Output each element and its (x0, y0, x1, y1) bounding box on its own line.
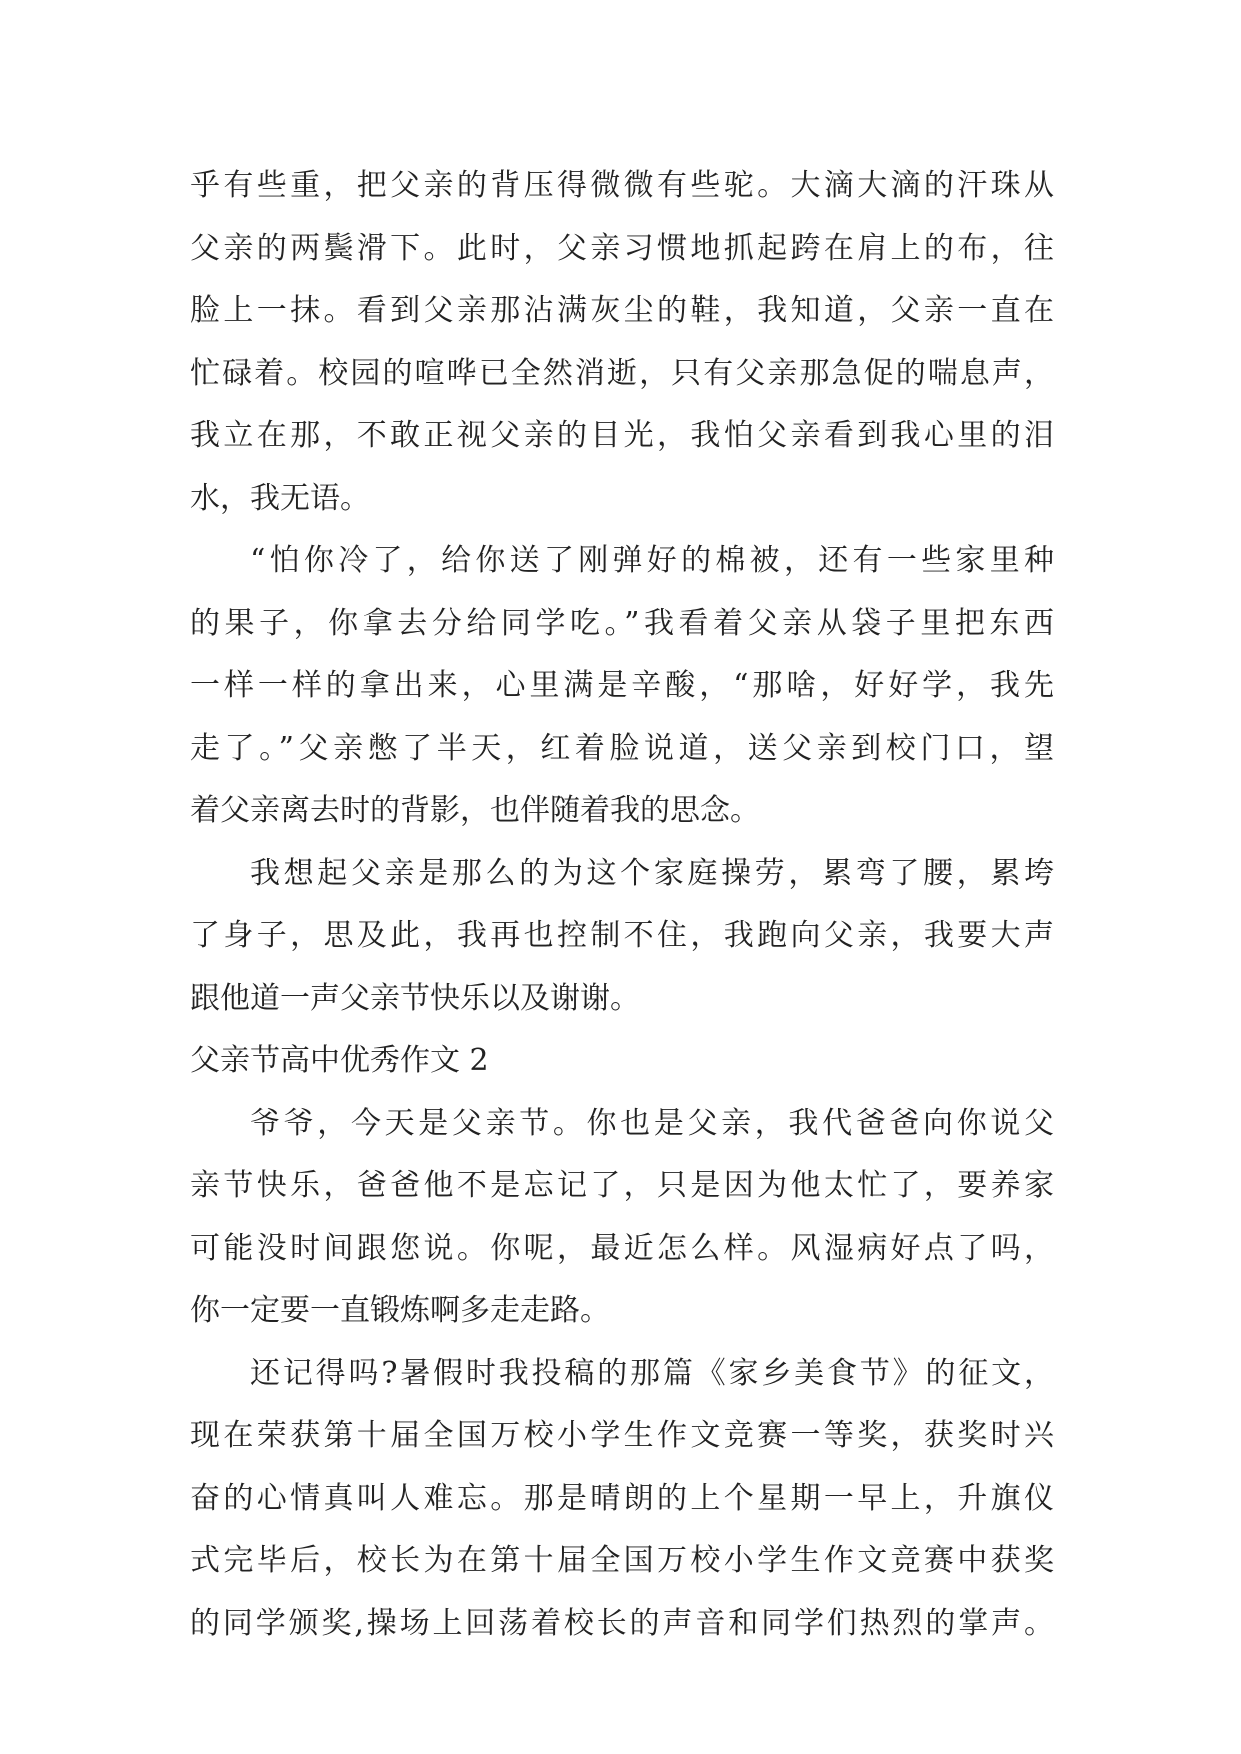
paragraph (190, 530, 1054, 843)
text-line: “怕你冷了，给你送了刚弹好的棉被，还有一些家里种 (250, 543, 1054, 578)
text-line: 现在荣获第十届全国万校小学生作文竞赛一等奖，获奖时兴 (190, 1418, 1054, 1453)
paragraph (190, 1093, 1054, 1343)
text-line: 了身子，思及此，我再也控制不住，我跑向父亲，我要大声 (190, 918, 1054, 953)
paragraph (190, 1343, 1054, 1656)
text-line: 走了。”父亲憋了半天，红着脸说道，送父亲到校门口，望 (190, 730, 1054, 766)
text-line: 亲节快乐，爸爸他不是忘记了，只是因为他太忙了，要养家 (190, 1168, 1054, 1203)
text-line: 你一定要一直锻炼啊多走走路。 (190, 1293, 610, 1328)
text-line: 父亲的两鬓滑下。此时，父亲习惯地抓起跨在肩上的布，往 (190, 230, 1054, 266)
text-line: 忙碌着。校园的喧哗已全然消逝，只有父亲那急促的喘息声， (190, 355, 1054, 391)
document-page (190, 155, 1054, 1655)
paragraph (190, 155, 1054, 530)
text-line: 我想起父亲是那么的为这个家庭操劳，累弯了腰，累垮 (250, 855, 1054, 891)
paragraph (190, 843, 1054, 1031)
text-line: 式完毕后，校长为在第十届全国万校小学生作文竞赛中获奖 (190, 1543, 1054, 1578)
text-line: 跟他道一声父亲节快乐以及谢谢。 (190, 980, 640, 1016)
text-line: 的果子，你拿去分给同学吃。”我看着父亲从袋子里把东西 (190, 605, 1054, 641)
text-line: 水，我无语。 (190, 480, 370, 516)
text-line: 一样一样的拿出来，心里满是辛酸，“那啥，好好学，我先 (190, 668, 1054, 703)
text-line: 脸上一抹。看到父亲那沾满灰尘的鞋，我知道，父亲一直在 (190, 293, 1054, 328)
text-line: 着父亲离去时的背影，也伴随着我的思念。 (190, 793, 760, 828)
text-line: 乎有些重，把父亲的背压得微微有些驼。大滴大滴的汗珠从 (190, 168, 1054, 203)
section-heading: 父亲节高中优秀作文 2 (190, 1043, 489, 1078)
text-line: 我立在那，不敢正视父亲的目光，我怕父亲看到我心里的泪 (190, 418, 1054, 453)
text-line: 奋的心情真叫人难忘。那是晴朗的上个星期一早上，升旗仪 (190, 1480, 1054, 1516)
text-line: 爷爷，今天是父亲节。你也是父亲，我代爸爸向你说父 (250, 1105, 1054, 1141)
text-line: 还记得吗?暑假时我投稿的那篇《家乡美食节》的征文， (250, 1355, 1054, 1391)
text-line: 的同学颁奖,操场上回荡着校长的声音和同学们热烈的掌声。 (190, 1605, 1054, 1641)
text-line: 可能没时间跟您说。你呢，最近怎么样。风湿病好点了吗， (190, 1230, 1054, 1266)
